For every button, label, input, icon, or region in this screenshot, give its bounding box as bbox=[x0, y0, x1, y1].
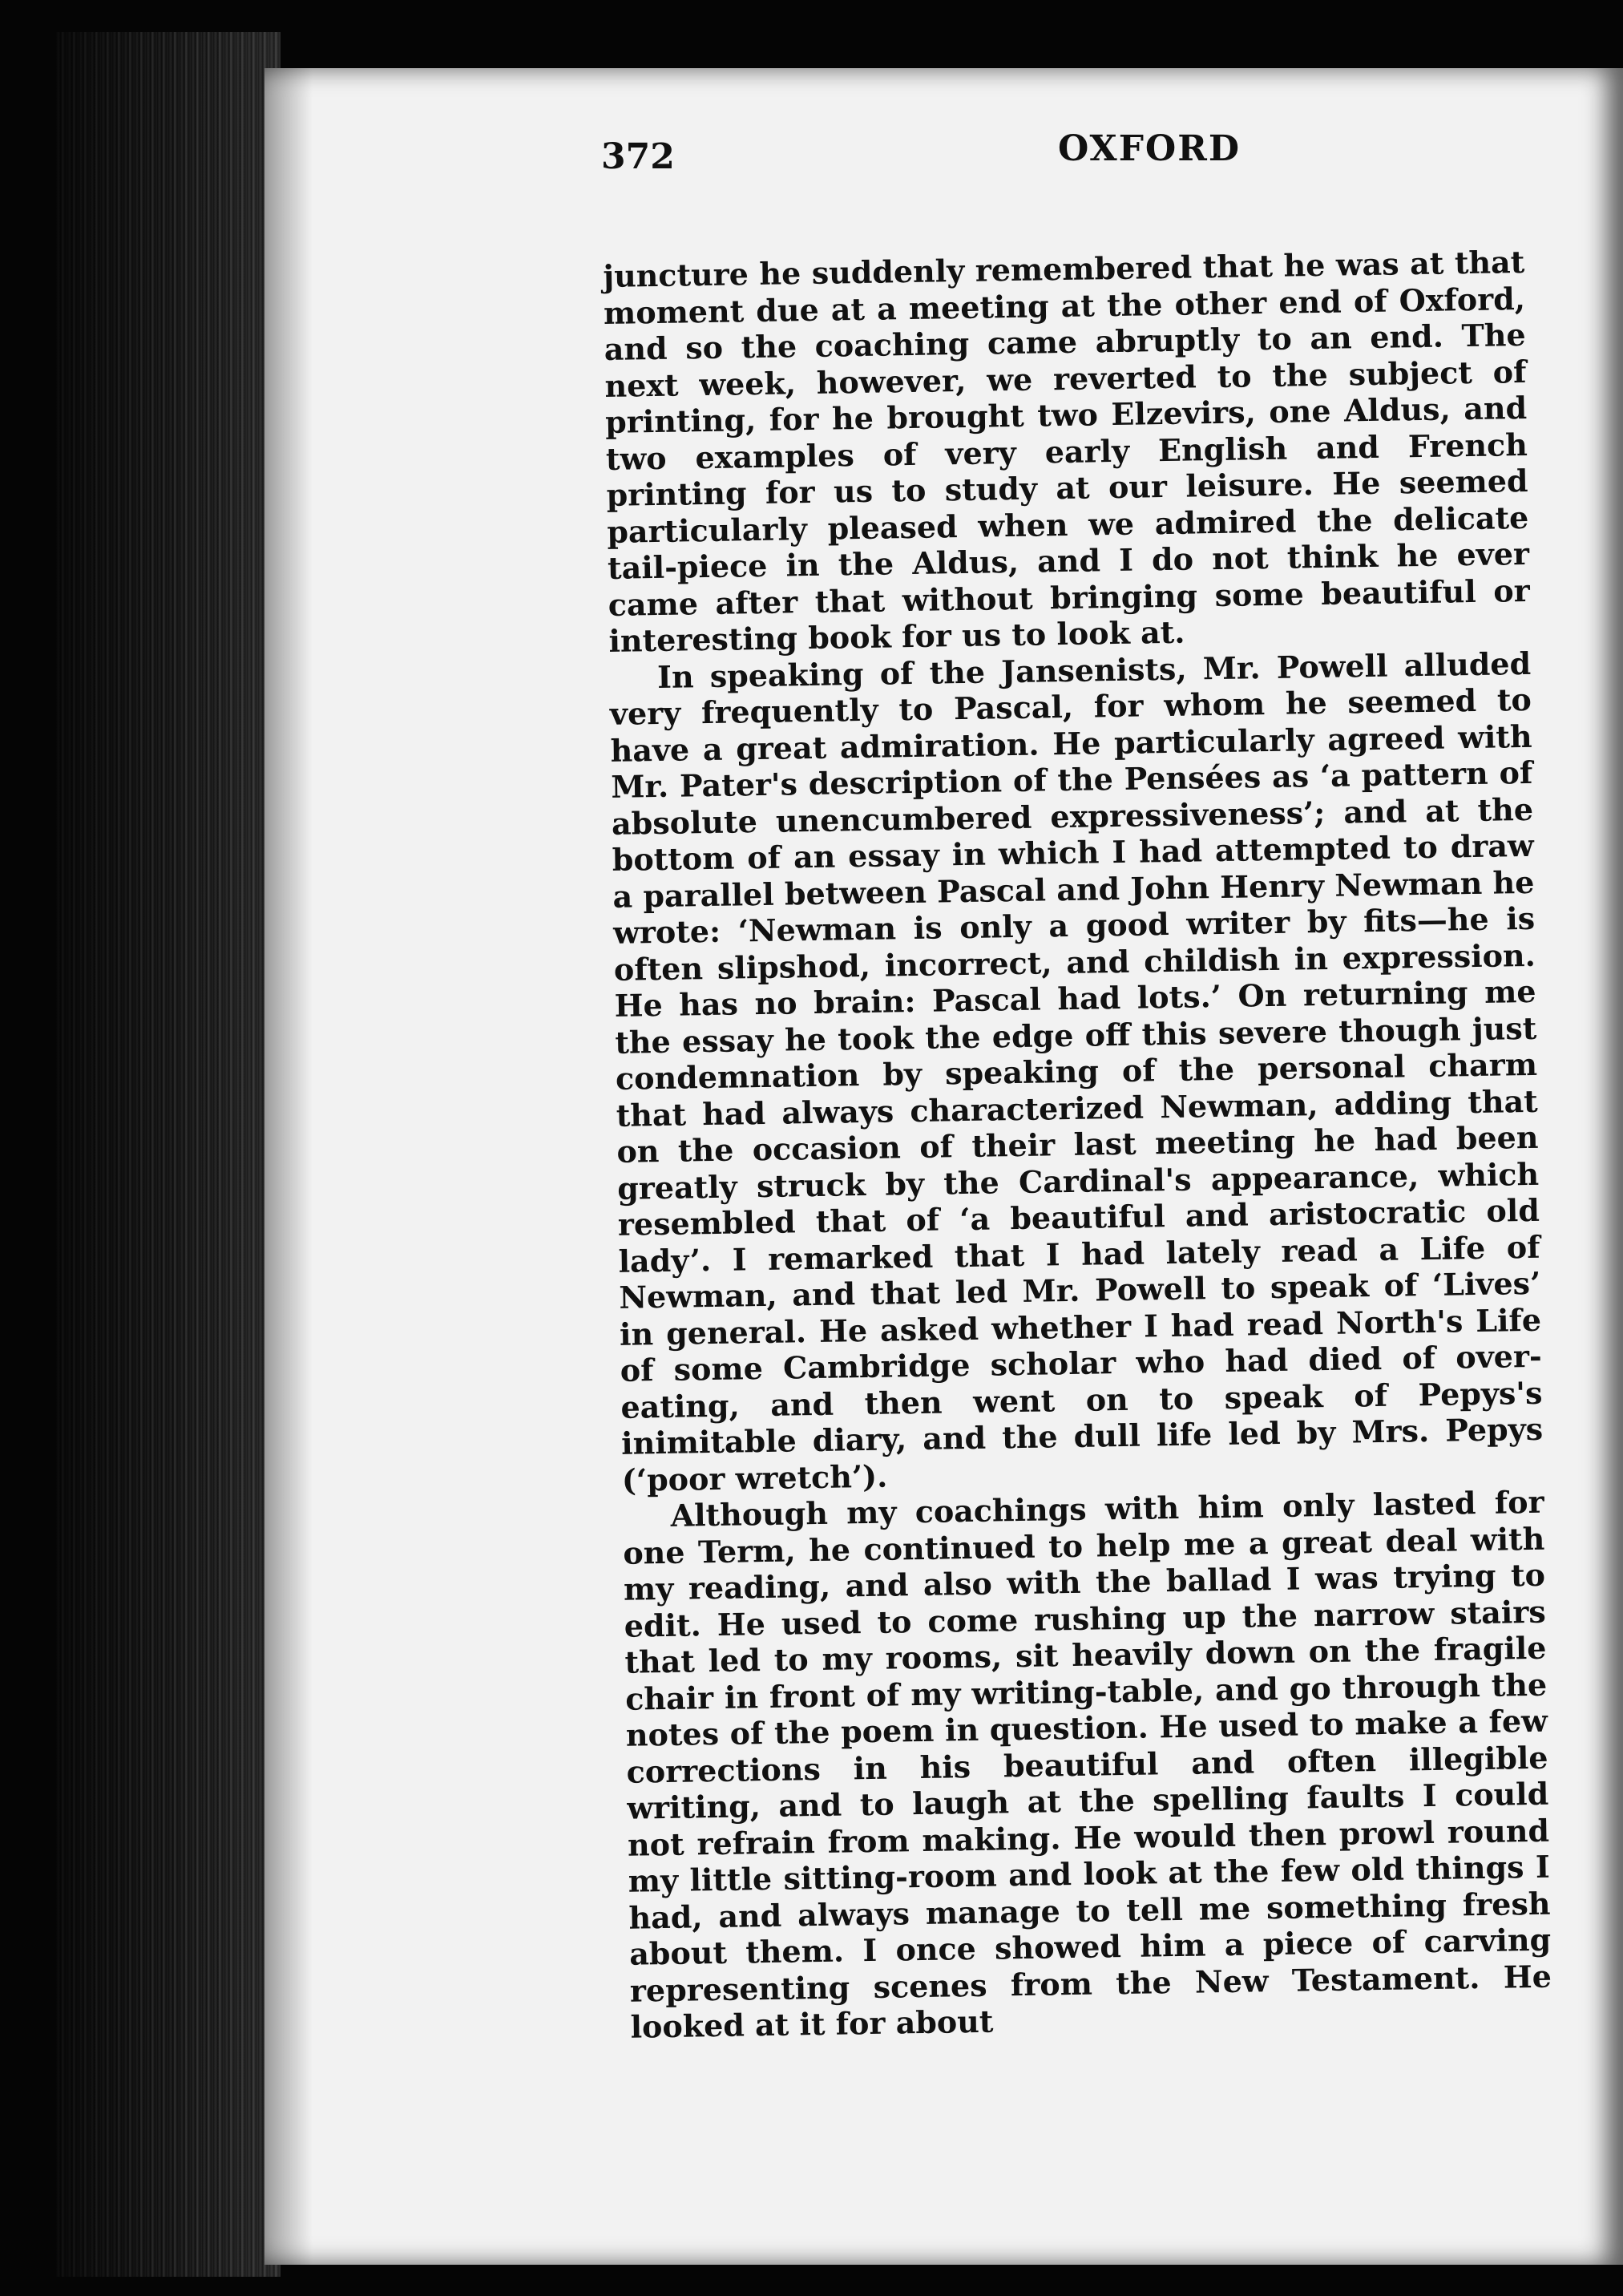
body-text bbox=[603, 244, 1552, 2045]
paragraph-2: In speaking of the Jansenists, Mr. Powell alluded very frequently to Pascal, for whom he seemed to have a great admiration. He particularly agreed with Mr. Pater's description of the Pensées as ‘a pattern of absolute unencumbered expressiveness’; and at the bottom of an essay in which I had attempted to draw a parallel between Pascal and John Henry Newman he wrote: ‘Newman is only a good writer by fits—he is often slipshod, incorrect, and childish in expression. He has no brain: Pascal had lots.’ On returning me the essay he took the edge off this severe though just condemnation by speaking of the personal charm that had always characterized Newman, adding that on the occasion of their last meeting he had been greatly struck by the Cardinal's appearance, which resembled that of ‘a beautiful and aristocratic old lady’. I remarked that I had lately read a Life of Newman, and that led Mr. Powell to speak of ‘Lives’ in general. He asked whether I had read North's Life of some Cambridge scholar who had died of over-eating, and then went on to speak of Pepys's inimitable diary, and the dull life led by Mrs. Pepys (‘poor wretch’). bbox=[609, 645, 1544, 1498]
running-title: OXFORD bbox=[1058, 128, 1241, 169]
running-head bbox=[337, 128, 1539, 200]
page-number: 372 bbox=[601, 136, 675, 177]
paragraph-3: Although my coachings with him only lasted for one Term, he continued to help me a great deal with my reading, and also with the ballad I was trying to edit. He used to come rushing up the narrow stairs that led to my rooms, sit heavily down on the fragile chair in front of my writing-table, and go through the notes of the poem in question. He used to make a few corrections in his beautiful and often illegible writing, and to laugh at the spelling faults I could not refrain from making. He would then prowl round my little sitting-room and look at the few old things I had, and always manage to tell me something fresh about them. I once showed him a piece of carving representing scenes from the New Testament. He looked at it for about bbox=[623, 1483, 1552, 2045]
paragraph-1: juncture he suddenly remembered that he was at that moment due at a meeting at the other end of Oxford, and so the coaching came abruptly to an end. The next week, however, we reverted to the subject of printing, for he brought two Elzevirs, one Aldus, and two examples of very early English and French printing for us to study at our leisure. He seemed particularly pleased when we admired the delicate tail-piece in the Aldus, and I do not think he ever came after that without bringing some beautiful or interesting book for us to look at. bbox=[603, 243, 1530, 659]
page-edges bbox=[56, 32, 281, 2277]
